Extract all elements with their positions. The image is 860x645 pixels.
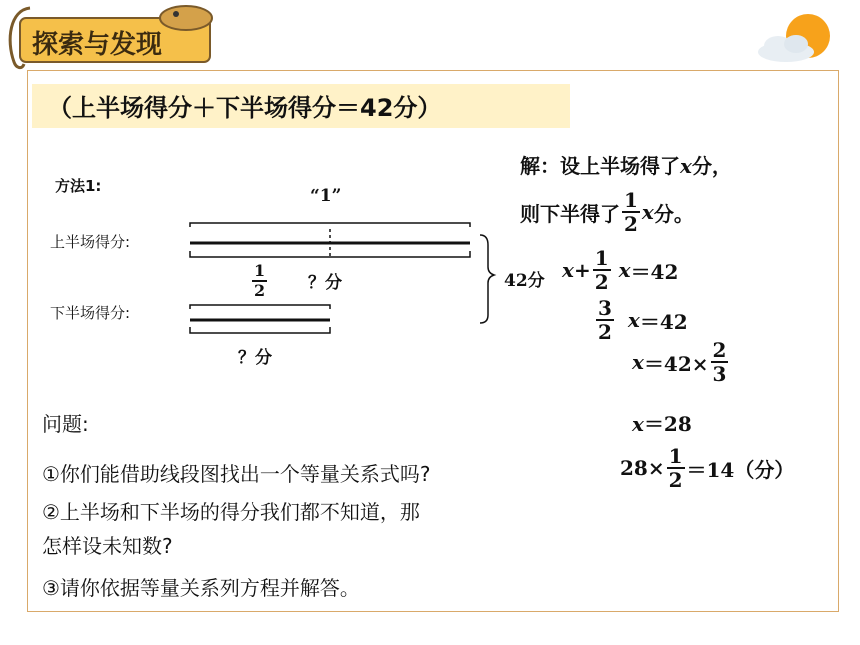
top-question-label: ？分 [308,273,342,293]
unit-label: “1” [310,186,342,206]
top-brace [190,223,470,227]
question-2-line-1: ②上半场和下半场的得分我们都不知道，那 [42,500,420,524]
mouse-head-icon [160,6,212,30]
total-label: 42分 [504,271,545,291]
question-3: ③请你依据等量关系列方程并解答。 [42,576,360,600]
bottom-segment-label: 下半场得分: [50,304,131,322]
equation-step-4: x＝28 [632,412,692,436]
bottom-under-brace [190,327,330,333]
bottom-question-label: ？分 [238,348,272,368]
sun-cloud-icon [748,8,838,68]
check-step: 28× $\frac{1}{2}$ ＝14（分） [620,444,795,492]
equation-banner: （上半场得分＋下半场得分＝42分） [48,94,442,122]
top-segment-label: 上半场得分: [50,233,131,251]
page-title: 探索与发现 [32,30,163,60]
equation-step-1: x + $\frac{1}{2}$ x ＝42 [562,246,679,294]
half-fraction: $\frac{1}{2}$ [254,261,266,300]
method-label: 方法1: [55,177,102,195]
equation-step-3: x ＝42× $\frac{2}{3}$ [632,338,727,386]
equation-step-2: $\frac{3}{2}$ x ＝42 [598,296,688,344]
total-brace [480,235,494,323]
solution-line-2: 则下半得了 $\frac{1}{2}$ x 分。 [520,188,694,236]
questions-heading: 问题: [42,412,89,436]
bottom-brace [190,305,330,309]
question-2-line-2: 怎样设未知数? [42,534,173,558]
question-1: ①你们能借助线段图找出一个等量关系式吗? [42,462,431,486]
mouse-eye-icon [173,11,179,17]
solution-line-1: 解：设上半场得了x分， [520,154,732,178]
